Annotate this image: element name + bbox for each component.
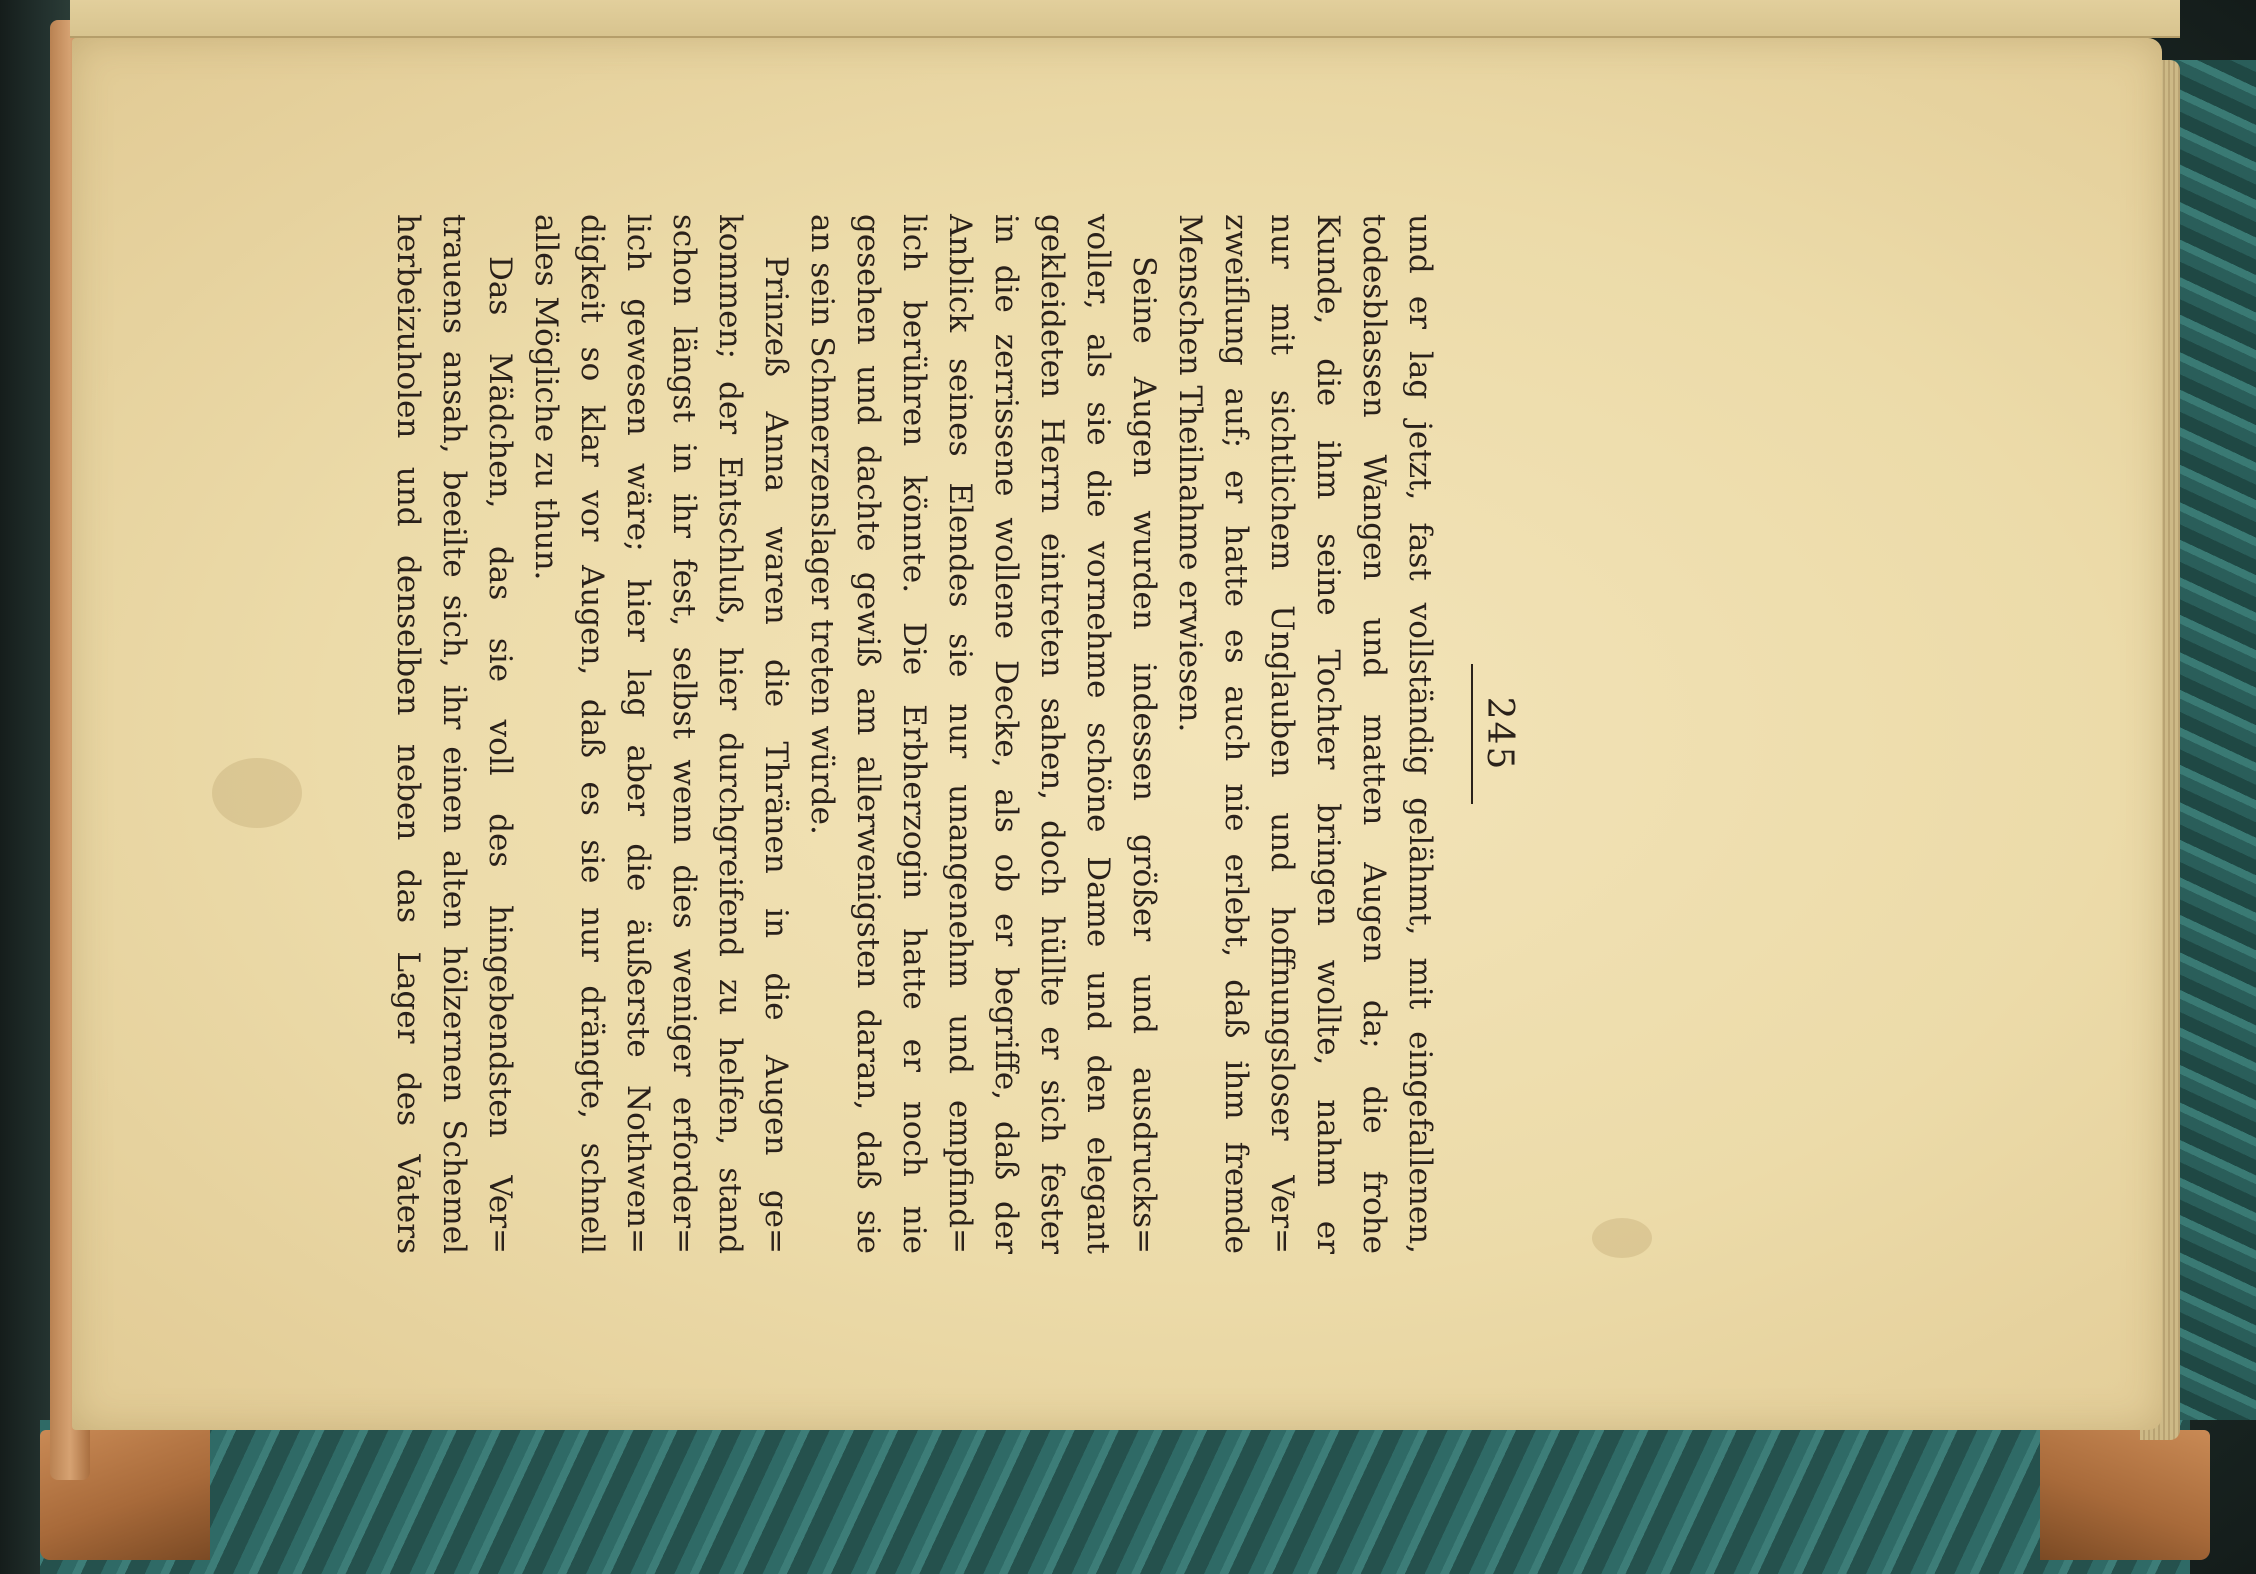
text-line: an sein Schmerzenslager treten würde. (804, 214, 840, 835)
text-line: zweiflung auf; er hatte es auch nie erlebt, daß ihm fremde (1218, 214, 1254, 1254)
text-line: und er lag jetzt, fast vollständig gelähmt, mit eingefallenen, (1402, 214, 1438, 1254)
text-line: Das Mädchen, das sie voll des hingebendsten Ver= (482, 256, 518, 1254)
text-line: trauens ansah, beeilte sich, ihr einen alten hölzernen Schemel (436, 214, 472, 1254)
text-line: lich gewesen wäre; hier lag aber die äußerste Nothwen= (620, 214, 656, 1254)
leather-corner-right (2040, 1430, 2210, 1560)
text-line: alles Mögliche zu thun. (528, 214, 564, 581)
text-line: kommen; der Entschluß, hier durchgreifend zu helfen, stand (712, 214, 748, 1254)
text-line: nur mit sichtlichem Unglauben und hoffnungsloser Ver= (1264, 214, 1300, 1254)
text-line: Anblick seines Elendes sie nur unangenehm und empfind= (942, 214, 978, 1254)
text-line: digkeit so klar vor Augen, daß es sie nur drängte, schnell (574, 214, 610, 1254)
text-line: voller, als sie die vornehme schöne Dame und den elegant (1080, 214, 1116, 1254)
text-line: Menschen Theilnahme erwiesen. (1172, 214, 1208, 733)
text-line: in die zerrissene wollene Decke, als ob er begriffe, daß der (988, 214, 1024, 1254)
text-line: gekleideten Herrn eintreten sahen, doch hüllte er sich fester (1034, 214, 1070, 1254)
text-line: lich berühren könnte. Die Erbherzogin hatte er noch nie (896, 214, 932, 1254)
text-line: gesehen und dachte gewiß am allerwenigsten daran, daß sie (850, 214, 886, 1254)
previous-page-edge (70, 0, 2180, 38)
marbled-cover-bottom (40, 1420, 2190, 1574)
text-line: herbeizuholen und denselben neben das Lager des Vaters (390, 214, 426, 1254)
text-line: schon längst in ihr fest, selbst wenn dies weniger erforder= (666, 214, 702, 1254)
text-line: Prinzeß Anna waren die Thränen in die Augen ge= (758, 256, 794, 1254)
page-number: 245 (1479, 696, 1520, 772)
foxing-spot (212, 758, 302, 828)
page-number-rule (1471, 664, 1473, 804)
text-line: Kunde, die ihm seine Tochter bringen wollte, nahm er (1310, 214, 1346, 1254)
text-line: todesblassen Wangen und matten Augen da; die frohe (1356, 214, 1392, 1254)
page-text-block (390, 214, 1520, 1254)
marbled-cover-right (2170, 60, 2256, 1420)
text-lines (385, 214, 1443, 1254)
foxing-spot (1592, 1218, 1652, 1258)
text-line: Seine Augen wurden indessen größer und ausdrucks= (1126, 256, 1162, 1254)
